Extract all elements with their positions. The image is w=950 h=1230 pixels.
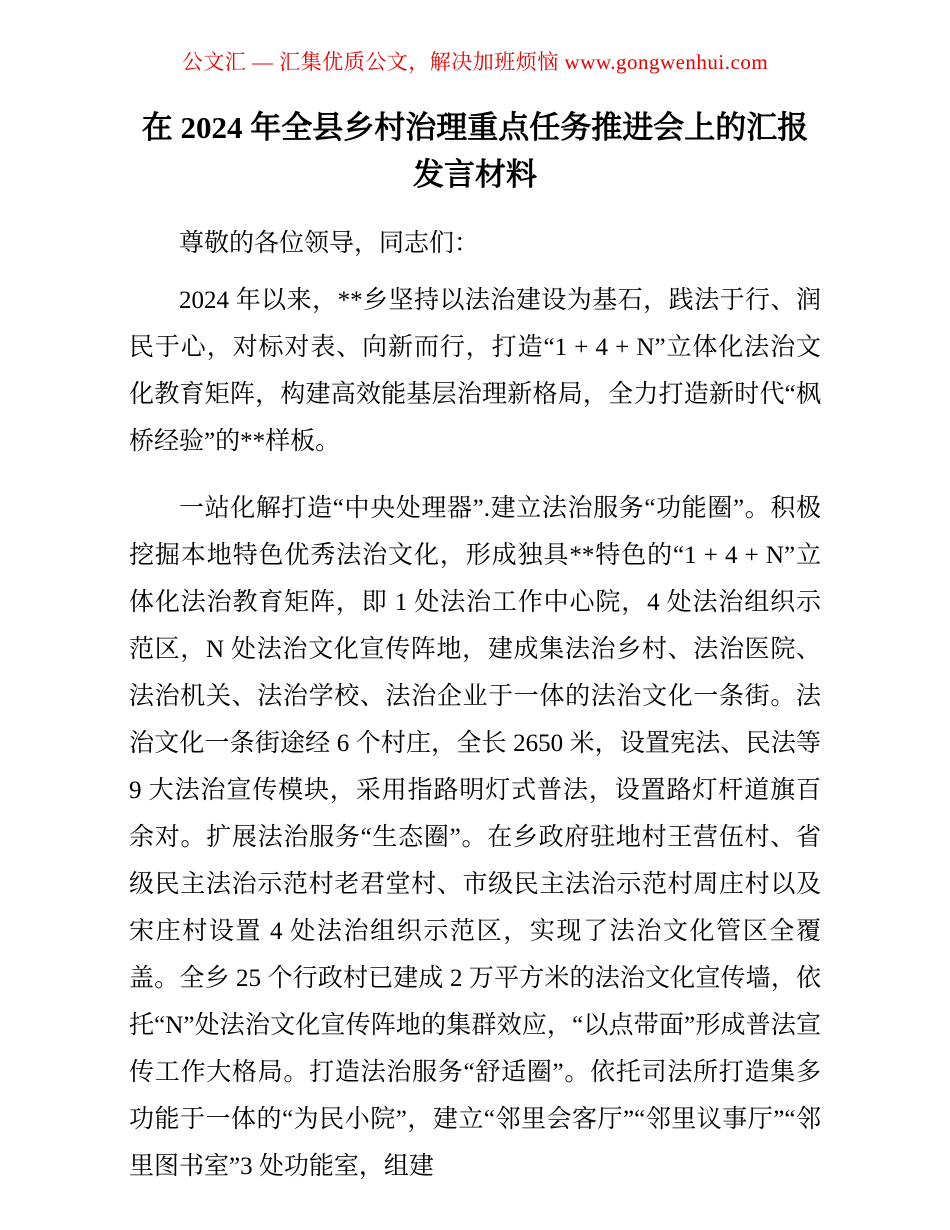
document-body: [129, 220, 821, 1190]
document-title: 在 2024 年全县乡村治理重点任务推进会上的汇报发言材料: [141, 110, 809, 192]
paragraph-section-one: 一站化解打造“中央处理器”.建立法治服务“功能圈”。积极挖掘本地特色优秀法治文化，形成独具**特色的“1 + 4 + N”立体化法治教育矩阵，即 1 处法治工作中心院，4 处法治组织示范区，N 处法治文化宣传阵地，建成集法治乡村、法治医院、法治机关、法治学校、法治企业于一体的法治文化一条街。法治文化一条街途经 6 个村庄，全长 2650 米，设置宪法、民法等 9 大法治宣传模块，采用指路明灯式普法，设置路灯杆道旗百余对。扩展法治服务“生态圈”。在乡政府驻地村王营伍村、省级民主法治示范村老君堂村、市级民主法治示范村周庄村以及宋庄村设置 4 处法治组织示范区，实现了法治文化管区全覆盖。全乡 25 个行政村已建成 2 万平方米的法治文化宣传墙，依托“N”处法治文化宣传阵地的集群效应，“以点带面”形成普法宣传工作大格局。打造法治服务“舒适圈”。依托司法所打造集多功能于一体的“为民小院”，建立“邻里会客厅”“邻里议事厅”“邻里图书室”3 处功能室，组建: [129, 495, 821, 1180]
paragraph-intro: 2024 年以来，**乡坚持以法治建设为基石，践法于行、润民于心，对标对表、向新而行，打造“1 + 4 + N”立体化法治文化教育矩阵，构建高效能基层治理新格局，全力打造新时代“枫桥经验”的**样板。: [129, 287, 821, 455]
document-page: [129, 0, 821, 1190]
paragraph-salutation: 尊敬的各位领导，同志们：: [179, 230, 480, 257]
site-header-watermark: 公文汇 — 汇集优质公文，解决加班烦恼 www.gongwenhui.com: [181, 50, 769, 74]
